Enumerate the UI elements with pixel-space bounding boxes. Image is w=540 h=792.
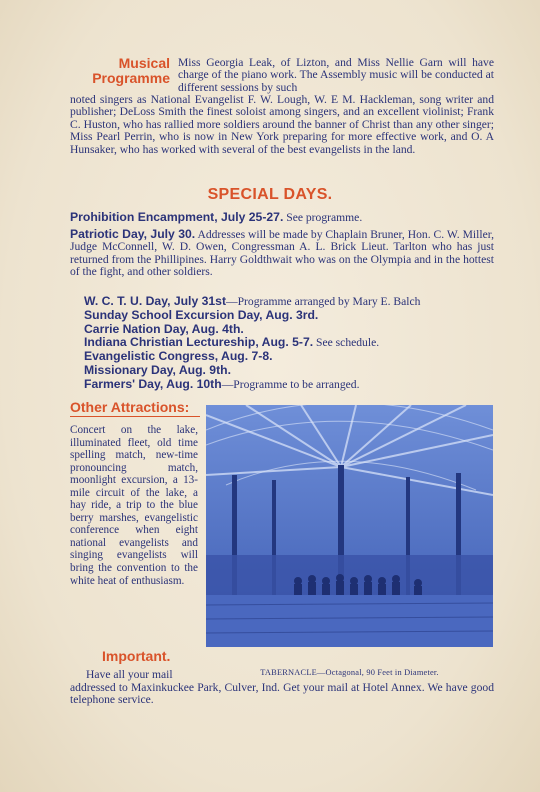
- day-row: [84, 350, 494, 364]
- day-title: W. C. T. U. Day, July 31st: [84, 294, 227, 308]
- important-heading: Important.: [102, 648, 171, 664]
- day-title: Indiana Christian Lectureship, Aug. 5-7.: [84, 335, 314, 350]
- patriotic-entry: [70, 228, 494, 279]
- day-title: Farmers' Day, Aug. 10th: [84, 376, 222, 391]
- day-text: —Programme to be arranged.: [221, 377, 360, 391]
- other-attractions-heading: Other Attractions:: [70, 399, 190, 415]
- patriotic-title: Patriotic Day, July 30.: [70, 227, 196, 241]
- musical-programme-heading: [86, 56, 170, 86]
- day-title: Missionary Day, Aug. 9th.: [84, 362, 231, 377]
- musical-heading-line2: Programme: [92, 70, 170, 86]
- musical-heading-line1: Musical: [118, 55, 170, 71]
- day-title: Sunday School Excursion Day, Aug. 3rd.: [84, 307, 319, 322]
- musical-paragraph-first: Miss Georgia Leak, of Lizton, and Miss Nellie Garn will have charge of the piano work. The Assembly music will be conducted at different sessions by such: [178, 56, 494, 94]
- day-row: [84, 364, 494, 378]
- day-row: [84, 336, 494, 350]
- day-row: [84, 323, 494, 337]
- patriotic-text: Addresses will be made by Chaplain Bruner, Hon. C. W. Miller, Judge McConnell, W. D. Owen, Congressman A. L. Brick Lieut. Tarlton who has just returned from the Phillipines. Harry Goldthwait who was on the Olympia and in the hottest of the fight, and other soldiers.: [70, 228, 495, 279]
- day-text: See schedule.: [313, 336, 380, 350]
- prohibition-text: See programme.: [286, 211, 363, 224]
- day-row: [84, 378, 494, 392]
- other-attractions-underline: [70, 416, 200, 417]
- tabernacle-illustration: [206, 405, 493, 647]
- day-row: [84, 295, 494, 309]
- day-text: —Programme arranged by Mary E. Balch: [226, 295, 421, 308]
- prohibition-title: Prohibition Encampment, July 25-27.: [70, 210, 284, 224]
- other-attractions-paragraph: Concert on the lake, illuminated fleet, old time spelling match, new-time pronouncing match, moonlight excursion, a 13-mile circuit of the lake, a hay ride, a trip to the blue berry marshes, evangelistic conference when eight national evangelists and singing evangelists will bring the convention to the white heat of enthusiasm.: [70, 424, 198, 587]
- day-title: Evangelistic Congress, Aug. 7-8.: [84, 349, 273, 364]
- important-paragraph-first: Have all your mail: [86, 668, 173, 681]
- day-title: Carrie Nation Day, Aug. 4th.: [84, 321, 244, 336]
- special-days-list: [84, 295, 494, 392]
- tabernacle-photo: [206, 405, 493, 647]
- day-row: [84, 309, 494, 323]
- prohibition-entry: [70, 211, 494, 224]
- photo-caption: TABERNACLE—Octagonal, 90 Feet in Diameter.: [260, 668, 439, 677]
- special-days-heading: SPECIAL DAYS.: [207, 186, 333, 203]
- important-paragraph-rest: addressed to Maxinkuckee Park, Culver, Ind. Get your mail at Hotel Annex. We have good telephone service.: [70, 681, 494, 707]
- musical-paragraph-rest: noted singers as National Evangelist F. W. Lough, W. E M. Hackleman, song writer and publisher; DeLoss Smith the finest soloist among singers, and an excellent violinist; Frank C. Huston, who has rallied more soldiers around the banner of Christ than any other singer; Miss Pearl Perrin, who is now in New York preparing for more effective work, and O. A Hunsaker, who has worked with several of the best evangelists in the land.: [70, 93, 494, 156]
